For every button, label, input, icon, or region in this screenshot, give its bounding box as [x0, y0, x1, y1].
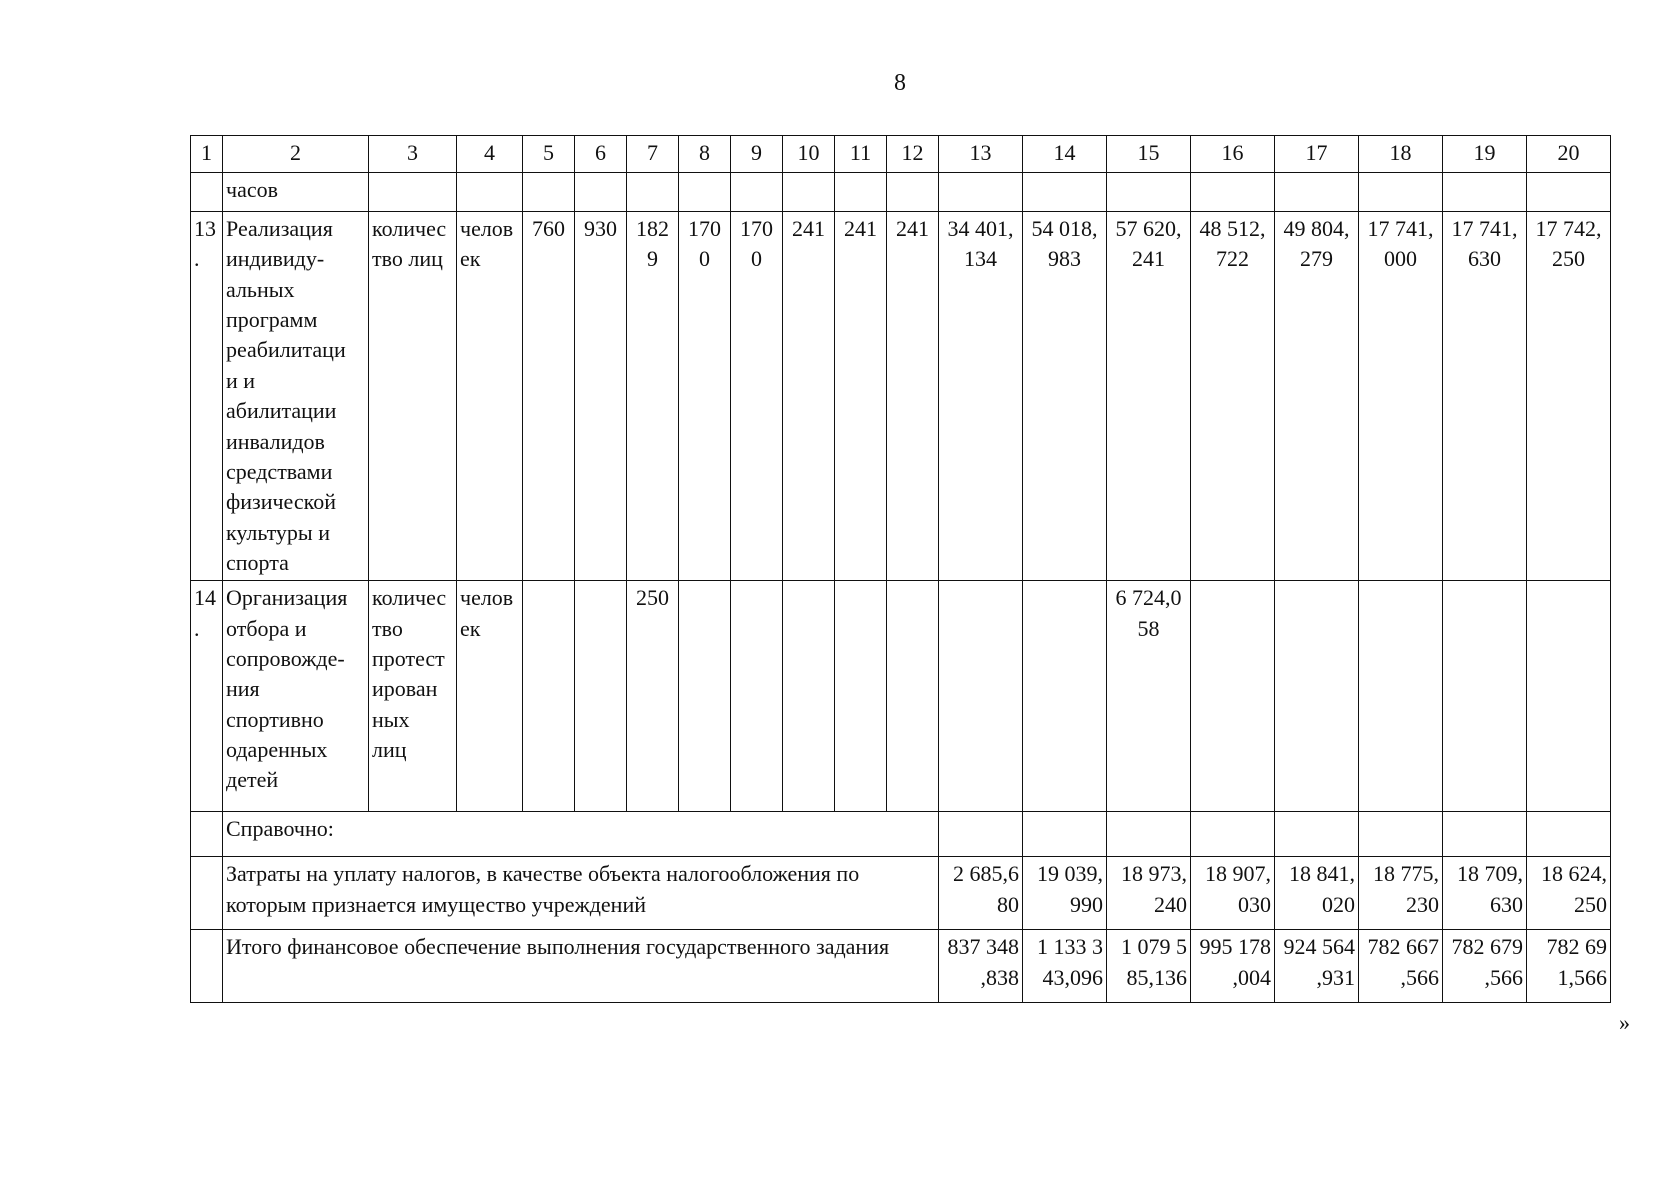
- table-row-hours: [191, 173, 1611, 212]
- amount-cell: 57 620, 241: [1107, 212, 1191, 581]
- volume-cell: [679, 581, 731, 812]
- row-number: 14 .: [191, 581, 223, 812]
- amount-cell: [1023, 581, 1107, 812]
- cell: [1359, 812, 1443, 857]
- cell: [1443, 173, 1527, 212]
- volume-cell: [887, 581, 939, 812]
- amount-cell: 1 133 3 43,096: [1023, 930, 1107, 1003]
- header-cell: 19: [1443, 136, 1527, 173]
- cell: [627, 173, 679, 212]
- amount-cell: 782 667 ,566: [1359, 930, 1443, 1003]
- table-row-reference: [191, 812, 1611, 857]
- cell: [1527, 173, 1611, 212]
- amount-cell: 17 741, 630: [1443, 212, 1527, 581]
- amount-cell: 782 679 ,566: [1443, 930, 1527, 1003]
- cell: [939, 173, 1023, 212]
- table-row-tax: [191, 857, 1611, 930]
- header-cell: 20: [1527, 136, 1611, 173]
- header-cell: 11: [835, 136, 887, 173]
- amount-cell: 18 841, 020: [1275, 857, 1359, 930]
- table-row-13: [191, 212, 1611, 581]
- header-cell: 8: [679, 136, 731, 173]
- amount-cell: 18 775, 230: [1359, 857, 1443, 930]
- cell: [1191, 812, 1275, 857]
- amount-cell: [1359, 581, 1443, 812]
- volume-cell: 241: [783, 212, 835, 581]
- cell: [679, 173, 731, 212]
- header-cell: 12: [887, 136, 939, 173]
- amount-cell: 18 709, 630: [1443, 857, 1527, 930]
- cell: [1527, 812, 1611, 857]
- cell: [191, 173, 223, 212]
- total-label: Итого финансовое обеспечение выполнения государственного задания: [223, 930, 939, 1003]
- table-row-14: [191, 581, 1611, 812]
- service-name: Реализация индивиду- альных программ реабилитаци и и абилитации инвалидов средствами физической культуры и спорта: [223, 212, 369, 581]
- volume-cell: 760: [523, 212, 575, 581]
- header-cell: 18: [1359, 136, 1443, 173]
- volume-cell: 241: [835, 212, 887, 581]
- header-row: [191, 136, 1611, 173]
- cell: [1191, 173, 1275, 212]
- amount-cell: 34 401, 134: [939, 212, 1023, 581]
- table-row-total: [191, 930, 1611, 1003]
- volume-cell: [575, 581, 627, 812]
- header-cell: 14: [1023, 136, 1107, 173]
- amount-cell: 18 907, 030: [1191, 857, 1275, 930]
- volume-cell: [731, 581, 783, 812]
- amount-cell: 19 039, 990: [1023, 857, 1107, 930]
- cell: [1275, 173, 1359, 212]
- header-cell: 7: [627, 136, 679, 173]
- header-cell: 4: [457, 136, 523, 173]
- volume-cell: [523, 581, 575, 812]
- cell: [939, 812, 1023, 857]
- cell: [191, 930, 223, 1003]
- cell: [523, 173, 575, 212]
- volume-cell: 250: [627, 581, 679, 812]
- header-cell: 3: [369, 136, 457, 173]
- header-cell: 15: [1107, 136, 1191, 173]
- indicator-name: количес тво лиц: [369, 212, 457, 581]
- reference-label: Справочно:: [223, 812, 939, 857]
- amount-cell: [1527, 581, 1611, 812]
- header-cell: 6: [575, 136, 627, 173]
- amount-cell: 17 741, 000: [1359, 212, 1443, 581]
- indicator-name: количес тво протест ирован ных лиц: [369, 581, 457, 812]
- cell: [783, 173, 835, 212]
- volume-cell: [783, 581, 835, 812]
- cell: [731, 173, 783, 212]
- amount-cell: [1443, 581, 1527, 812]
- header-cell: 13: [939, 136, 1023, 173]
- cell: [1107, 173, 1191, 212]
- amount-cell: 924 564 ,931: [1275, 930, 1359, 1003]
- header-cell: 9: [731, 136, 783, 173]
- amount-cell: [1191, 581, 1275, 812]
- cell: [575, 173, 627, 212]
- header-cell: 17: [1275, 136, 1359, 173]
- cell: [191, 812, 223, 857]
- cell: [1275, 812, 1359, 857]
- cell: [1023, 812, 1107, 857]
- unit-name: челов ек: [457, 581, 523, 812]
- closing-quote: »: [1619, 1010, 1630, 1035]
- cell: [457, 173, 523, 212]
- amount-cell: 837 348 ,838: [939, 930, 1023, 1003]
- row-number: 13 .: [191, 212, 223, 581]
- cell-unit-continued: часов: [223, 173, 369, 212]
- amount-cell: 54 018, 983: [1023, 212, 1107, 581]
- volume-cell: 182 9: [627, 212, 679, 581]
- cell: [1023, 173, 1107, 212]
- volume-cell: 170 0: [731, 212, 783, 581]
- amount-cell: 18 624, 250: [1527, 857, 1611, 930]
- amount-cell: 48 512, 722: [1191, 212, 1275, 581]
- amount-cell: [939, 581, 1023, 812]
- volume-cell: 930: [575, 212, 627, 581]
- amount-cell: 6 724,0 58: [1107, 581, 1191, 812]
- volume-cell: 170 0: [679, 212, 731, 581]
- amount-cell: 49 804, 279: [1275, 212, 1359, 581]
- header-cell: 5: [523, 136, 575, 173]
- cell: [1443, 812, 1527, 857]
- amount-cell: 995 178 ,004: [1191, 930, 1275, 1003]
- cell: [1107, 812, 1191, 857]
- cell: [191, 857, 223, 930]
- volume-cell: 241: [887, 212, 939, 581]
- header-cell: 16: [1191, 136, 1275, 173]
- page-number: 8: [894, 70, 906, 96]
- financial-table: [190, 135, 1611, 1003]
- amount-cell: 17 742, 250: [1527, 212, 1611, 581]
- cell: [1359, 173, 1443, 212]
- cell: [835, 173, 887, 212]
- header-cell: 1: [191, 136, 223, 173]
- amount-cell: [1275, 581, 1359, 812]
- amount-cell: 782 69 1,566: [1527, 930, 1611, 1003]
- unit-name: челов ек: [457, 212, 523, 581]
- tax-label: Затраты на уплату налогов, в качестве объекта налогообложения по которым признается имущество учреждений: [223, 857, 939, 930]
- volume-cell: [835, 581, 887, 812]
- amount-cell: 1 079 5 85,136: [1107, 930, 1191, 1003]
- amount-cell: 2 685,6 80: [939, 857, 1023, 930]
- cell: [887, 173, 939, 212]
- header-cell: 10: [783, 136, 835, 173]
- service-name: Организация отбора и сопровожде- ния спортивно одаренных детей: [223, 581, 369, 812]
- header-cell: 2: [223, 136, 369, 173]
- amount-cell: 18 973, 240: [1107, 857, 1191, 930]
- cell: [369, 173, 457, 212]
